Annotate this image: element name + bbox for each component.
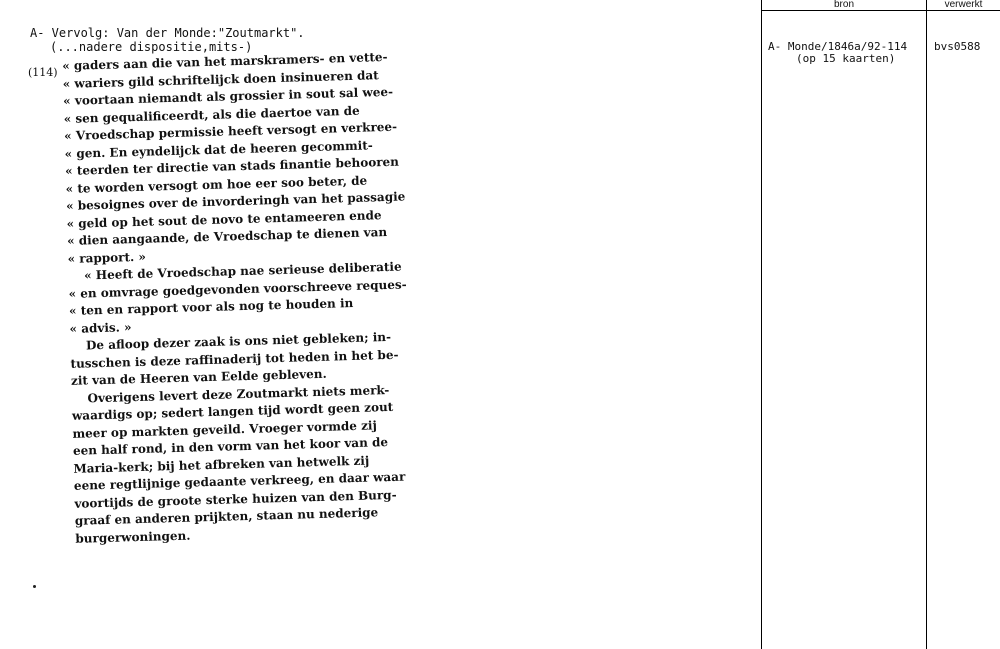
text-line: « teerden ter directie van stads finantie behooren <box>64 154 400 178</box>
text-line: « gaders aan die van het marskramers- en vette- <box>62 49 388 73</box>
text-line: tusschen is deze raffinaderij tot heden in het be- <box>70 347 399 371</box>
bron-cell <box>768 41 926 65</box>
text-line: « geld op het sout de novo te entameeren ende <box>66 207 382 231</box>
text-line: waardigs op; sedert langen tijd wordt geen zout <box>71 399 394 423</box>
text-line: « besoignes over de invorderingh van het passagie <box>65 189 406 213</box>
text-line: De afloop dezer zaak is ons niet gebleken; in- <box>85 329 392 353</box>
text-line: een half rond, in den vorm van het koor van de <box>72 435 389 458</box>
text-line: « voortaan niemandt als grossier in sout sal wee- <box>63 84 394 108</box>
text-line: « rapport. » <box>67 249 147 266</box>
text-line: meer op markten geveild. Vroeger vormde zij <box>72 417 377 441</box>
text-line: « advis. » <box>69 319 132 336</box>
column-divider-left <box>761 0 762 649</box>
bron-reference: A- Monde/1846a/92-114 <box>768 40 908 53</box>
text-line: « gen. En eyndelijck dat de heeren gecommit- <box>64 137 373 161</box>
margin-note: (114) <box>28 66 58 79</box>
verwerkt-cell: bvs0588 <box>934 40 981 53</box>
text-line: Overigens levert deze Zoutmarkt niets merk- <box>87 382 390 405</box>
text-line: « ten en rapport voor als nog te houden in <box>68 295 354 318</box>
header-block <box>30 26 305 54</box>
text-line: eene regtlijnige gedaante verkreeg, en daar waar <box>73 469 406 493</box>
header-title: A- Vervolg: Van der Monde:"Zoutmarkt". <box>30 26 305 40</box>
bron-card-count: (op 15 kaarten) <box>796 52 896 65</box>
text-line: « en omvrage goedgevonden voorschreeve reques- <box>68 276 407 301</box>
text-line: zit van de Heeren van Eelde gebleven. <box>70 366 327 388</box>
text-line: « dien aangaande, de Vroedschap te dienen van <box>66 224 388 248</box>
text-line: « wariers gild schriftelijck doen insinueren dat <box>62 67 379 91</box>
text-line: « Heeft de Vroedschap nae serieuse deliberatie <box>83 259 402 283</box>
text-line: « sen gequalificeerdt, als die daertoe van de <box>63 103 360 126</box>
bron-header: bron <box>762 0 926 11</box>
text-line: Maria-kerk; bij het afbreken van hetwelk zij <box>73 453 370 476</box>
scanned-page-text <box>62 49 406 548</box>
text-line: « te worden versogt om hoe eer soo beter, de <box>65 173 368 196</box>
header-subtitle: (...nadere dispositie,mits-) <box>50 40 253 54</box>
text-line: burgerwoningen. <box>75 528 191 546</box>
column-divider-middle <box>926 0 927 649</box>
text-line: graaf en anderen prijkten, staan nu nederige <box>74 505 379 528</box>
stray-dot <box>33 585 36 588</box>
verwerkt-header: verwerkt <box>927 0 1000 11</box>
text-line: voortijds de groote sterke huizen van den Burg- <box>74 487 397 511</box>
text-line: « Vroedschap permissie heeft versogt en verkree- <box>63 119 398 143</box>
